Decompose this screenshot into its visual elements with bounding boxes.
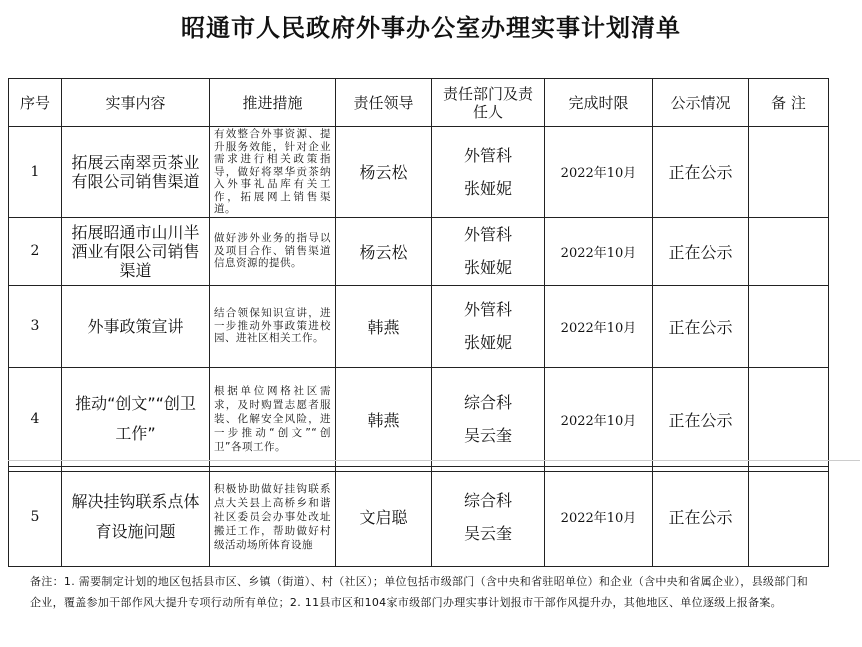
task-table — [8, 78, 829, 472]
row-deadline: 2022年10月 — [545, 217, 653, 285]
row-content: 外事政策宣讲 — [62, 285, 210, 367]
row-publicity: 正在公示 — [653, 127, 749, 218]
row-measures: 做好涉外业务的指导以及项目合作、销售渠道信息资源的提供。 — [210, 217, 336, 285]
row-leader: 韩燕 — [336, 285, 432, 367]
row-dept — [432, 285, 545, 367]
row-content: 拓展昭通市山川半酒业有限公司销售渠道 — [62, 217, 210, 285]
row-dept-name: 外管科 — [463, 145, 512, 165]
row-measures: 结合领保知识宣讲，进一步推动外事政策进校园、进社区相关工作。 — [210, 285, 336, 367]
row-dept-person: 张娅妮 — [463, 258, 512, 277]
table-row — [9, 467, 829, 567]
row-index: 3 — [9, 285, 62, 367]
row-dept-name: 综合科 — [463, 393, 512, 412]
task-table-continued — [8, 466, 829, 567]
row-publicity: 正在公示 — [653, 367, 749, 471]
header-content: 实事内容 — [62, 79, 210, 127]
row-publicity: 正在公示 — [653, 467, 749, 567]
row-leader: 杨云松 — [336, 127, 432, 218]
table-row — [9, 367, 829, 471]
row-remarks — [749, 217, 829, 285]
row-index: 4 — [9, 367, 62, 471]
table-row — [9, 217, 829, 285]
row-dept-person: 张娅妮 — [463, 178, 512, 198]
row-dept — [432, 127, 545, 218]
header-publicity: 公示情况 — [653, 79, 749, 127]
header-dept: 责任部门及责任人 — [432, 79, 545, 127]
row-remarks — [749, 467, 829, 567]
row-dept-person: 张娅妮 — [463, 333, 512, 352]
row-dept — [432, 217, 545, 285]
header-remarks: 备 注 — [749, 79, 829, 127]
row-dept-name: 外管科 — [463, 225, 512, 244]
row-index: 1 — [9, 127, 62, 218]
row-measures: 根据单位网格社区需求，及时购置志愿者服装、化解安全风险，进一步推动“创文”“创卫”各项工作。 — [210, 367, 336, 471]
table-row — [9, 285, 829, 367]
row-leader: 杨云松 — [336, 217, 432, 285]
row-content: 推动“创文”“创卫工作” — [62, 367, 210, 471]
row-remarks — [749, 127, 829, 218]
row-publicity: 正在公示 — [653, 217, 749, 285]
page-title: 昭通市人民政府外事办公室办理实事计划清单 — [181, 14, 681, 42]
table-row — [9, 127, 829, 218]
row-remarks — [749, 367, 829, 471]
row-dept — [432, 467, 545, 567]
row-dept-person: 吴云奎 — [463, 523, 512, 543]
row-dept-name: 综合科 — [463, 490, 512, 510]
row-dept-person: 吴云奎 — [463, 426, 512, 445]
header-deadline: 完成时限 — [545, 79, 653, 127]
row-index: 5 — [9, 467, 62, 567]
row-deadline: 2022年10月 — [545, 127, 653, 218]
row-measures: 积极协助做好挂钩联系点大关县上高桥乡和谐社区委员会办事处改址搬迁工作，帮助做好村级活动场所体育设施 — [210, 467, 336, 567]
row-remarks — [749, 285, 829, 367]
header-measures: 推进措施 — [210, 79, 336, 127]
row-dept-name: 外管科 — [463, 300, 512, 319]
row-index: 2 — [9, 217, 62, 285]
row-content: 解决挂钩联系点体育设施问题 — [62, 467, 210, 567]
footnote: 备注：1. 需要制定计划的地区包括县市区、乡镇（街道）、村（社区）；单位包括市级部门（含中央和省驻昭单位）和企业（含中央和省属企业），县级部门和企业，覆盖参加干部作风大提升专项行动所有单位；2. 11县市区和104家市级部门办理实事计划报市干部作风提升办，其他地区、单位逐级上报备案。 — [30, 575, 809, 609]
row-dept — [432, 367, 545, 471]
row-deadline: 2022年10月 — [545, 285, 653, 367]
header-leader: 责任领导 — [336, 79, 432, 127]
row-measures: 有效整合外事资源、提升服务效能，针对企业需求进行相关政策指导，做好将翠华贡茶纳入外事礼品库有关工作，拓展网上销售渠道。 — [210, 127, 336, 218]
row-content: 拓展云南翠贡茶业有限公司销售渠道 — [62, 127, 210, 218]
header-index: 序号 — [9, 79, 62, 127]
row-deadline: 2022年10月 — [545, 367, 653, 471]
row-leader: 韩燕 — [336, 367, 432, 471]
table-header-row — [9, 79, 829, 127]
row-deadline: 2022年10月 — [545, 467, 653, 567]
row-leader: 文启聪 — [336, 467, 432, 567]
row-publicity: 正在公示 — [653, 285, 749, 367]
